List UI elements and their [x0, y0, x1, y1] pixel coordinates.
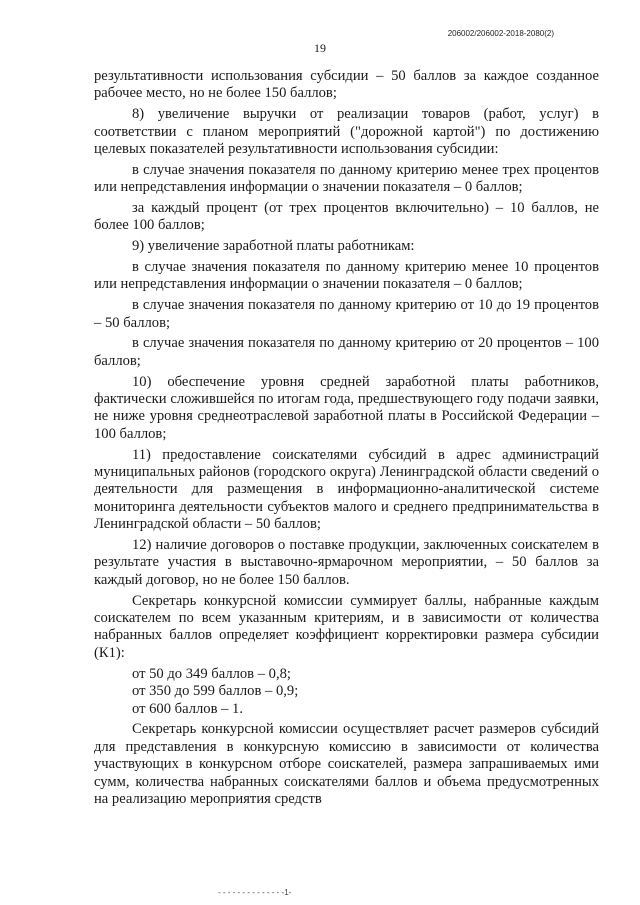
paragraph-item-8-case-1: в случае значения показателя по данному критерию менее трех процентов или непредставления информации о значении показателя – 0 баллов;	[94, 161, 599, 196]
paragraph-item-9-case-3: в случае значения показателя по данному критерию от 20 процентов – 100 баллов;	[94, 335, 599, 369]
page-number: 19	[314, 41, 326, 55]
coefficient-range-2: от 350 до 599 баллов – 0,9;	[132, 683, 299, 700]
paragraph-continuation: результативности использования субсидии – 50 баллов за каждое созданное рабочее место, но не более 150 баллов;	[94, 68, 599, 102]
paragraph-item-8: 8) увеличение выручки от реализации товаров (работ, услуг) в соответствии с планом мероприятий ("дорожной картой") по достижению целевых показателей результативности использования субсидии:	[94, 106, 599, 158]
paragraph-item-11: 11) предоставление соискателями субсидий в адрес администраций муниципальных районов (городского округа) Ленинградской области сведений о деятельности для размещения в информационно-аналитической системе мониторинга деятельности субъектов малого и среднего предпринимательства в Ленинградской области – 50 баллов;	[94, 446, 599, 533]
document-body	[94, 68, 599, 812]
coefficient-range-3: от 600 баллов – 1.	[132, 700, 243, 717]
coefficient-range-1: от 50 до 349 баллов – 0,8;	[132, 665, 291, 682]
paragraph-item-10: 10) обеспечение уровня средней заработной платы работников, фактически сложившейся по итогам года, предшествующего году подачи заявки, не ниже уровня среднеотраслевой заработной платы в Российской Федерации – 100 баллов;	[94, 373, 599, 442]
paragraph-item-9-case-1: в случае значения показателя по данному критерию менее 10 процентов или непредставления информации о значении показателя – 0 баллов;	[94, 259, 599, 293]
paragraph-item-9-case-2: в случае значения показателя по данному критерию от 10 до 19 процентов – 50 баллов;	[94, 297, 599, 331]
paragraph-item-12: 12) наличие договоров о поставке продукции, заключенных соискателем в результате участия в выставочно-ярмарочном мероприятии, – 50 баллов за каждый договор, но не более 150 баллов.	[94, 537, 599, 588]
paragraph-secretary-calc: Секретарь конкурсной комиссии осуществляет расчет размеров субсидий для представления в конкурсную комиссию в зависимости от количества участвующих в конкурсном отборе соискателей, размера запрашиваемых ими сумм, количества набранных соискателями баллов и объема предусмотренных на реализацию мероприятия средств	[94, 721, 599, 807]
footer-mark: - - - - - - - - - - - - - -1-	[218, 888, 292, 897]
paragraph-secretary-sum: Секретарь конкурсной комиссии суммирует баллы, набранные каждым соискателем по всем указанным критериям, и в зависимости от количества набранных баллов определяет коэффициент корректировки размера субсидии (К1):	[94, 592, 599, 661]
document-id: 206002/206002-2018-2080(2)	[447, 29, 554, 38]
paragraph-item-9: 9) увеличение заработной платы работникам:	[132, 238, 415, 255]
paragraph-item-8-case-2: за каждый процент (от трех процентов включительно) – 10 баллов, не более 100 баллов;	[94, 200, 599, 234]
